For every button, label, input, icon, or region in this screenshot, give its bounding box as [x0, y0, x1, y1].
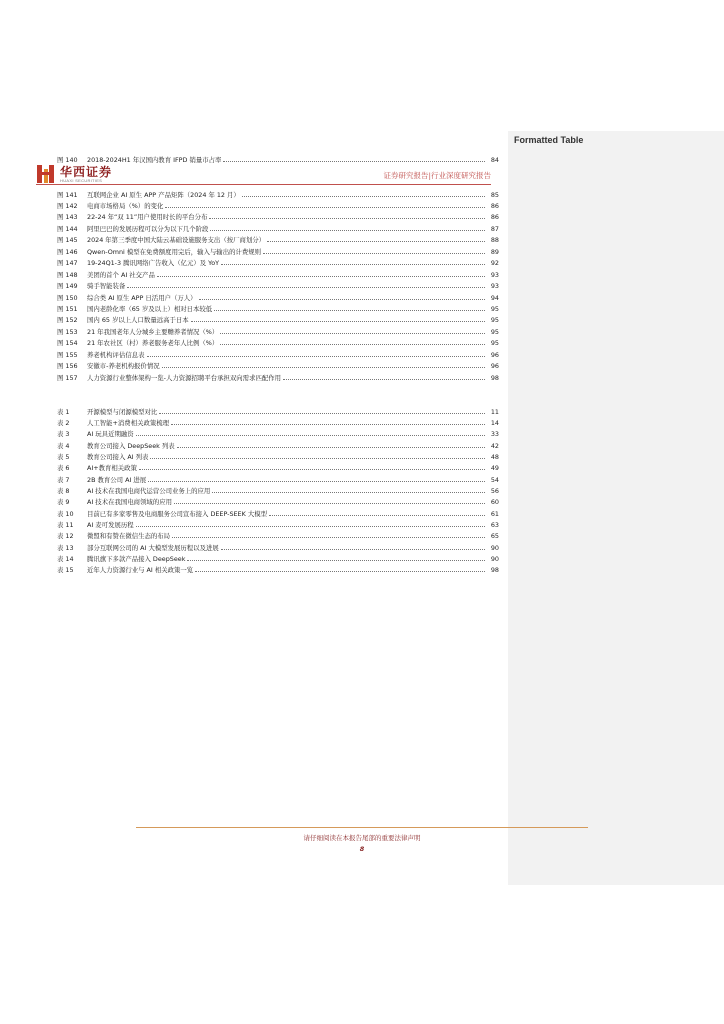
entry-title: AI 麦可发展历程	[87, 521, 134, 529]
entry-title: AI 技术在我国电商代运营公司业务上的应用	[87, 486, 211, 495]
entry-title: 21 年我国老年人分城乡主要赡养者情况（%）	[87, 327, 219, 336]
entry-page: 65	[490, 532, 499, 541]
figure-toc-entry[interactable]	[57, 212, 499, 221]
entry-label: 表 7	[57, 475, 70, 484]
entry-title: 19-24Q1-3 腾讯网络广告收入（亿元）及 YoY	[87, 259, 220, 268]
dot-leader	[174, 497, 485, 504]
entry-page: 93	[490, 270, 499, 279]
entry-label: 图 143	[57, 213, 78, 222]
report-header	[36, 163, 491, 185]
entry-label: 图 152	[57, 316, 78, 325]
entry-page: 61	[490, 509, 499, 518]
entry-title: 骑手智能装备	[87, 282, 126, 291]
entry-page: 96	[490, 362, 499, 371]
table-toc-entry[interactable]	[57, 463, 499, 472]
dot-leader	[195, 565, 485, 572]
table-toc-entry[interactable]	[57, 509, 499, 518]
entry-page: 95	[490, 327, 499, 336]
report-type: 证券研究报告|行业深度研究报告	[383, 171, 491, 180]
dot-leader	[165, 201, 485, 208]
entry-title: 微盟和有赞在微信生态的布局	[87, 532, 171, 541]
entry-title: Qwen-Omni 模型在免费额度用完后，输入与输出的计费规则	[87, 247, 262, 256]
entry-title: 人力资源行业整体架构一览-人力资源招聘平台承担双向需求匹配作用	[87, 373, 282, 382]
dot-leader	[157, 270, 485, 277]
entry-title: 人工智能+消费相关政策梳理	[87, 418, 170, 427]
entry-page: 90	[490, 555, 499, 564]
entry-label: 表 2	[57, 418, 70, 427]
entry-title: AI 玩具近期融资	[87, 430, 134, 439]
entry-title: AI+教育相关政策	[87, 464, 137, 473]
entry-label: 图 154	[57, 339, 78, 348]
table-toc-entry[interactable]	[57, 452, 499, 461]
dot-leader	[159, 407, 485, 414]
figure-toc-entry[interactable]	[57, 258, 499, 267]
entry-label: 表 3	[57, 430, 70, 439]
entry-label: 表 11	[57, 521, 74, 529]
table-toc-entry[interactable]	[57, 520, 499, 529]
logo-chinese-name: 华西证券	[60, 165, 113, 179]
entry-title: 美团的首个 AI 社交产品	[87, 270, 155, 279]
entry-page: 84	[490, 155, 499, 164]
entry-label: 图 155	[57, 350, 78, 359]
entry-page: 85	[490, 190, 499, 199]
entry-label: 表 6	[57, 464, 70, 473]
entry-page: 95	[490, 316, 499, 325]
entry-label: 表 5	[57, 452, 70, 461]
entry-page: 63	[490, 521, 499, 529]
entry-page: 33	[490, 430, 499, 439]
entry-page: 87	[490, 224, 499, 233]
entry-page: 90	[490, 543, 499, 552]
dot-leader	[147, 350, 485, 357]
dot-leader	[220, 338, 485, 345]
entry-title: 阿里巴巴的发展历程可以分为以下几个阶段	[87, 224, 209, 233]
figure-toc-entry[interactable]	[57, 281, 499, 290]
dot-leader	[263, 247, 485, 254]
entry-page: 86	[490, 201, 499, 210]
entry-title: 教育公司接入 AI 列表	[87, 452, 149, 461]
entry-page: 14	[490, 418, 499, 427]
logo-english-name: HUAXI SECURITIES	[60, 178, 103, 183]
table-toc-entry[interactable]	[57, 497, 499, 506]
dot-leader	[220, 327, 485, 334]
entry-label: 图 140	[57, 155, 78, 164]
dot-leader	[187, 554, 485, 561]
figure-toc-entry[interactable]	[57, 315, 499, 324]
table-toc-entry[interactable]	[57, 418, 499, 427]
entry-label: 表 8	[57, 486, 70, 495]
entry-label: 表 1	[57, 407, 70, 416]
figure-toc-entry[interactable]	[57, 361, 499, 370]
dot-leader	[210, 224, 485, 231]
entry-label: 图 142	[57, 201, 78, 210]
huaxi-logo-icon	[36, 163, 56, 185]
table-toc-entry[interactable]	[57, 429, 499, 438]
entry-title: 电商市场格局（%）的变化	[87, 201, 164, 210]
entry-label: 图 145	[57, 236, 78, 245]
entry-label: 图 153	[57, 327, 78, 336]
entry-label: 表 14	[57, 555, 74, 564]
dot-leader	[199, 293, 485, 300]
dot-leader	[148, 475, 485, 482]
entry-title: 2018-2024H1 年汉国内教育 IFPD 销量市占率	[87, 155, 222, 164]
entry-title: 腾讯旗下多款产品接入 DeepSeek	[87, 555, 186, 564]
entry-title: 目前已有多家零售及电商服务公司宣布接入 DEEP-SEEK 大模型	[87, 509, 267, 518]
entry-title: 22-24 年“双 11”用户使用时长的平台分布	[87, 213, 208, 222]
entry-page: 98	[490, 373, 499, 382]
entry-page: 98	[490, 566, 499, 575]
entry-label: 表 12	[57, 532, 74, 541]
entry-page: 42	[490, 441, 499, 450]
entry-page: 60	[490, 498, 499, 507]
dot-leader	[221, 543, 485, 550]
entry-label: 表 10	[57, 509, 74, 518]
dot-leader	[269, 509, 485, 516]
dot-leader	[242, 190, 485, 197]
dot-leader	[171, 418, 485, 425]
entry-page: 48	[490, 452, 499, 461]
entry-page: 11	[490, 407, 499, 416]
entry-page: 94	[490, 293, 499, 302]
entry-title: 部分互联网公司的 AI 大模型发展历程以及进展	[87, 543, 219, 552]
formatted-table-label: Formatted Table	[514, 135, 584, 145]
entry-title: 21 年农社区（村）养老服务老年人比例（%）	[87, 339, 219, 348]
entry-title: 开源模型与闭源模型对比	[87, 407, 158, 416]
table-toc-entry[interactable]	[57, 407, 499, 416]
dot-leader	[162, 361, 485, 368]
figure-toc-entry[interactable]	[57, 338, 499, 347]
figure-toc-entry[interactable]	[57, 373, 499, 382]
entry-page: 89	[490, 247, 499, 256]
entry-page: 92	[490, 259, 499, 268]
figure-toc-entry[interactable]	[57, 270, 499, 279]
dot-leader	[136, 429, 485, 436]
dot-leader	[177, 441, 485, 448]
footer-divider	[136, 827, 588, 828]
dot-leader	[172, 531, 485, 538]
entry-page: 54	[490, 475, 499, 484]
figure-toc-entry[interactable]	[57, 201, 499, 210]
dot-leader	[150, 452, 485, 459]
entry-label: 图 150	[57, 293, 78, 302]
entry-title: 2B 教育公司 AI 进展	[87, 475, 147, 484]
entry-title: 综合类 AI 原生 APP 日活用户（万人）	[87, 293, 197, 302]
entry-title: 养老机构评估信息表	[87, 350, 145, 359]
entry-title: 互联网企业 AI 原生 APP 产品矩阵（2024 年 12 月）	[87, 190, 240, 199]
dot-leader	[136, 520, 485, 527]
figure-toc-entry[interactable]	[57, 247, 499, 256]
entry-label: 图 157	[57, 373, 78, 382]
entry-page: 49	[490, 464, 499, 473]
dot-leader	[209, 212, 485, 219]
entry-label: 图 149	[57, 282, 78, 291]
entry-label: 图 148	[57, 270, 78, 279]
table-toc-entry[interactable]	[57, 543, 499, 552]
dot-leader	[221, 258, 485, 265]
entry-title: 国内 65 岁以上人口数量远高于日本	[87, 316, 189, 325]
entry-label: 表 15	[57, 566, 74, 575]
table-toc-entry[interactable]	[57, 531, 499, 540]
entry-title: 国内老龄化率（65 岁及以上）相对日本较低	[87, 305, 213, 313]
entry-label: 表 9	[57, 498, 70, 507]
entry-label: 图 147	[57, 259, 78, 268]
table-toc-entry[interactable]	[57, 554, 499, 563]
dot-leader	[127, 281, 485, 288]
entry-page: 95	[490, 339, 499, 348]
entry-page: 86	[490, 213, 499, 222]
page-number: 8	[359, 845, 365, 853]
figure-toc-entry[interactable]	[57, 293, 499, 302]
entry-label: 表 4	[57, 441, 70, 450]
entry-label: 图 141	[57, 190, 78, 199]
entry-label: 图 146	[57, 247, 78, 256]
entry-title: 安徽市-养老机构报价情况	[87, 362, 160, 371]
table-toc-entry[interactable]	[57, 441, 499, 450]
dot-leader	[139, 463, 485, 470]
entry-title: AI 技术在我国电商领域的应用	[87, 498, 172, 507]
entry-title: 近年人力资源行业与 AI 相关政策一览	[87, 566, 194, 575]
entry-page: 96	[490, 350, 499, 359]
dot-leader	[214, 304, 485, 311]
entry-title: 教育公司接入 DeepSeek 列表	[87, 441, 175, 450]
header-divider	[36, 184, 491, 185]
entry-label: 图 156	[57, 362, 78, 371]
dot-leader	[267, 235, 485, 242]
table-toc-entry[interactable]	[57, 475, 499, 484]
dot-leader	[283, 373, 485, 380]
entry-label: 图 144	[57, 224, 78, 233]
entry-page: 93	[490, 282, 499, 291]
comment-sidebar	[508, 131, 724, 885]
entry-page: 95	[490, 305, 499, 313]
table-toc-entry[interactable]	[57, 565, 499, 574]
dot-leader	[191, 315, 485, 322]
dot-leader	[212, 486, 485, 493]
dot-leader	[223, 155, 485, 162]
legal-disclaimer: 请仔细阅读在本报告尾部的重要法律声明	[303, 834, 421, 842]
figure-toc-entry[interactable]	[57, 224, 499, 233]
figure-toc-entry[interactable]	[57, 304, 499, 313]
entry-label: 表 13	[57, 543, 74, 552]
entry-page: 88	[490, 236, 499, 245]
figure-toc-entry[interactable]	[57, 350, 499, 359]
figure-toc-entry[interactable]	[57, 235, 499, 244]
figure-toc-entry[interactable]	[57, 327, 499, 336]
figure-toc-entry[interactable]	[57, 190, 499, 199]
entry-label: 图 151	[57, 305, 78, 313]
entry-page: 56	[490, 486, 499, 495]
table-toc-entry[interactable]	[57, 486, 499, 495]
entry-title: 2024 年第三季度中国大陆云基础设施服务支出（按厂商划分）	[87, 236, 266, 245]
